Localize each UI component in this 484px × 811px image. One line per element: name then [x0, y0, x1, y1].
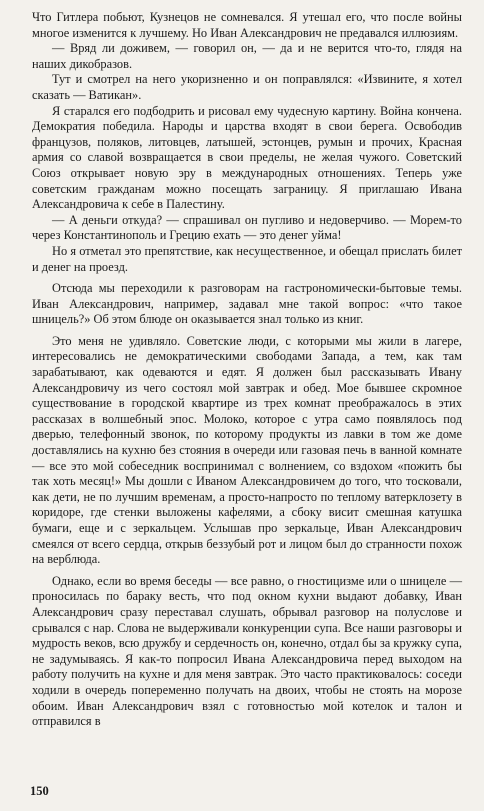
paragraph-4: Я старался его подбодрить и рисовал ему чудесную картину. Война кончена. Демократия победила. Народы и царства входят в свои берега. Освободив французов, поляков, литовцев, латышей, эстонцев, румын и прочих, Красная армия со славой возвращается в свои пределы, не желая чужого. Советский Союз открывает новую эру в международных отношениях. Теперь уже советским гражданам можно посещать заграницу. Я приглашаю Ивана Александровича к себе в Палестину.	[32, 103, 462, 212]
paragraph-9: Однако, если во время беседы — все равно, о гностицизме или о шницеле — проносилась по бараку весть, что под окном кухни выдают добавку, Иван Александрович сразу переставал слушать, обрывал разговор на полуслове и срывался с нар. Слова не выдерживали конкуренции супа. Все наши разговоры и мудрость веков, всю дружбу и сердечность он, конечно, отдал бы за кружку супа, не задумываясь. Я как-то попросил Ивана Александровича перед выходом на работу получить на кухне и для меня завтрак. Это часто практиковалось: соседи ходили в очередь попеременно получать на двоих, чтобы не стоять на морозе обоим. Иван Александрович взял с готовностью мой котелок и талон и отправился в	[32, 573, 462, 729]
page-number: 150	[30, 784, 49, 798]
body-text	[32, 10, 462, 730]
paragraph-7: Отсюда мы переходили к разговорам на гастрономически-бытовые темы. Иван Александрович, например, задавал мне такой вопрос: «что такое шницель?» Об этом блюде он оказывается знал только из книг.	[32, 281, 462, 327]
paragraph-1: Что Гитлера побьют, Кузнецов не сомневался. Я утешал его, что после войны многое изменится к лучшему. Но Иван Александрович не предавался иллюзиям.	[32, 10, 462, 40]
paragraph-6: Но я отметал это препятствие, как несущественное, и обещал прислать билет и денег на проезд.	[32, 243, 462, 274]
paragraph-5: — А деньги откуда? — спрашивал он пугливо и недоверчиво. — Морем-то через Константинополь и Грецию ехать — это денег уйма!	[32, 212, 462, 243]
paragraph-8: Это меня не удивляло. Советские люди, с которыми мы жили в лагере, интересовались не демократическими свободами Запада, а тем, как там зарабатывают, как одеваются и едят. Я должен был рассказывать Ивану Александровичу из чего состоял мой завтрак и обед. Мое бывшее скромное существование в городской квартире из трех комнат преображалось в этих рассказах в волшебный эпос. Молоко, которое с утра само появлялось под дверью, телефонный звонок, по которому продукты из лавки в том же доме доставлялись на кухню без стояния в очереди или газовая печь в ванной комнате — все это мой собеседник воспринимал с волнением, со вздохом «пожить бы так хоть месяц!» Мы дошли с Иваном Александровичем до того, что тосковали, как дети, не по лучшим временам, а просто-напросто по теплому ватерклозету в коридоре, где стенки выложены кафелями, а сбоку висит смешная катушка бумаги, еще и с зеркальцем. Услышав про зеркальце, Иван Александрович смеялся от всего сердца, открыв беззубый рот и лицом был до странности похож на верблюда.	[32, 333, 462, 567]
paragraph-2: — Вряд ли доживем, — говорил он, — да и не верится что-то, глядя на наших дикобразов.	[32, 41, 462, 71]
paragraph-3: Тут и смотрел на него укоризненно и он поправлялся: «Извините, я хотел сказать — Ватикан».	[32, 72, 462, 102]
